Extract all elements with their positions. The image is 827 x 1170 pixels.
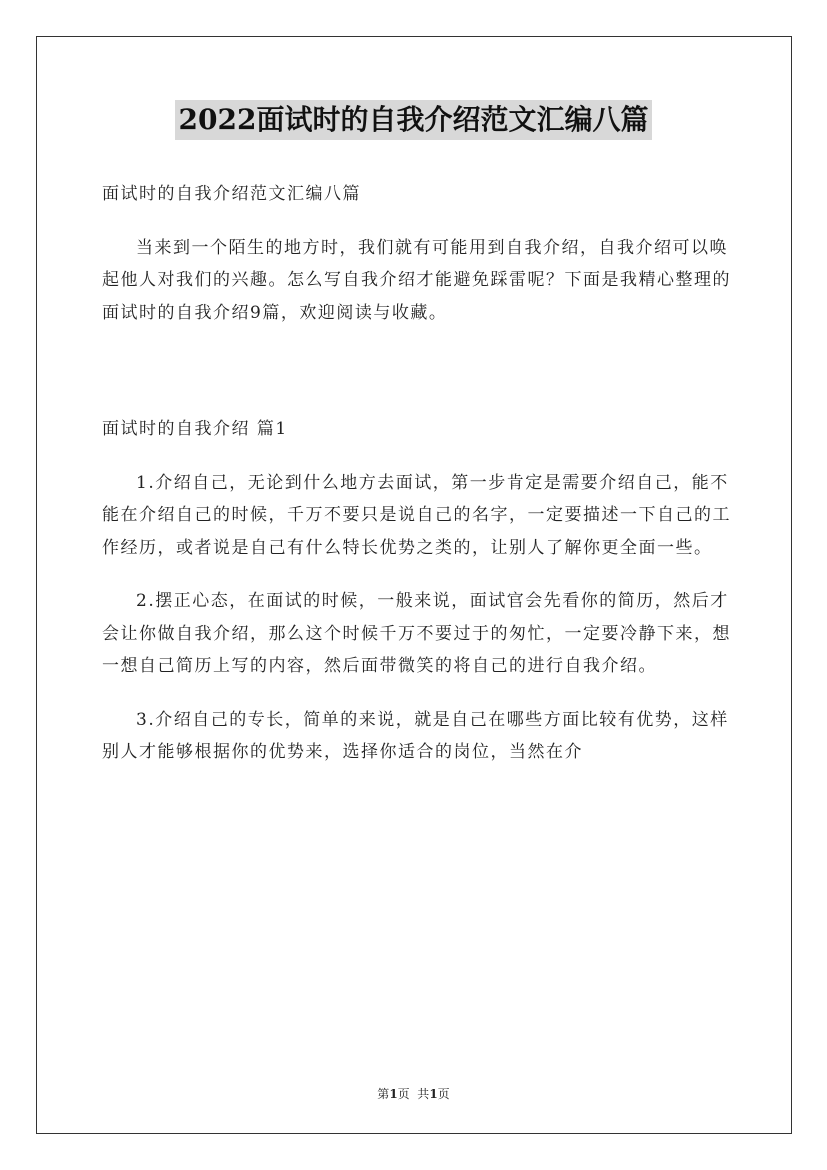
document-title-wrap [0, 100, 827, 140]
document-subtitle: 面试时的自我介绍范文汇编八篇 [102, 184, 361, 204]
footer-page-current: 1 [389, 1087, 398, 1101]
body-paragraph-3: 3.介绍自己的专长，简单的来说，就是自己在哪些方面比较有优势，这样别人才能够根据你的优势来，选择你适合的岗位，当然在介 [102, 709, 729, 762]
footer-prefix: 第 [377, 1087, 390, 1101]
document-title: 2022面试时的自我介绍范文汇编八篇 [175, 100, 653, 140]
body-paragraph-1: 1.介绍自己，无论到什么地方去面试，第一步肯定是需要介绍自己，能不能在介绍自己的时候，千万不要只是说自己的名字，一定要描述一下自己的工作经历，或者说是自己有什么特长优势之类的，让别人了解你更全面一些。 [102, 472, 731, 558]
footer-suffix: 页 [437, 1087, 450, 1101]
page-footer [0, 1085, 827, 1102]
body-paragraph-2: 2.摆正心态，在面试的时候，一般来说，面试官会先看你的简历，然后才会让你做自我介绍，那么这个时候千万不要过于的匆忙，一定要冷静下来，想一想自己简历上写的内容，然后面带微笑的将自己的进行自我介绍。 [102, 591, 731, 676]
section-heading: 面试时的自我介绍 篇1 [102, 419, 288, 439]
intro-paragraph: 当来到一个陌生的地方时，我们就有可能用到自我介绍，自我介绍可以唤起他人对我们的兴趣。怎么写自我介绍才能避免踩雷呢？下面是我精心整理的面试时的自我介绍9篇，欢迎阅读与收藏。 [102, 237, 731, 323]
document-body [102, 178, 732, 769]
footer-page-total: 1 [429, 1087, 438, 1101]
footer-mid: 页 共 [397, 1087, 430, 1101]
